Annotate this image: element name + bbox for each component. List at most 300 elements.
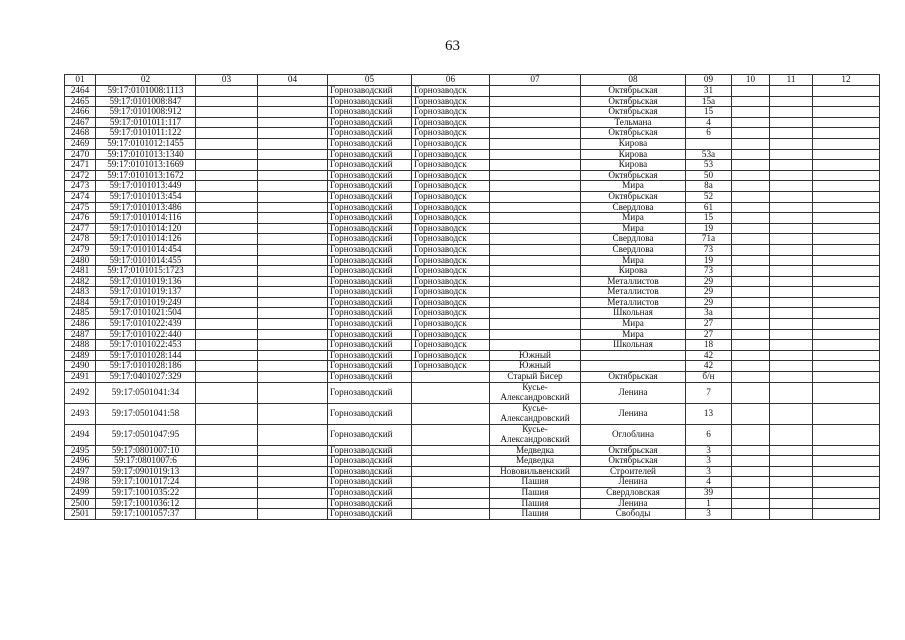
cell-house: 42 — [686, 361, 732, 372]
cell-number: 2486 — [65, 319, 96, 330]
cell-10 — [732, 128, 770, 139]
table-row — [65, 107, 880, 118]
cell-cadastral: 59:17:0101013:449 — [96, 181, 196, 192]
cell-number: 2472 — [65, 170, 96, 181]
cell-04 — [258, 350, 328, 361]
cell-10 — [732, 382, 770, 403]
cell-cadastral: 59:17:0101028:186 — [96, 361, 196, 372]
cell-city: Горнозаводск — [412, 202, 490, 213]
cell-street: Оглоблина — [581, 424, 686, 445]
cell-cadastral: 59:17:0101011:122 — [96, 128, 196, 139]
cell-district: Горнозаводский — [328, 213, 412, 224]
cell-11 — [770, 477, 813, 488]
cell-settlement — [490, 107, 581, 118]
cell-settlement — [490, 191, 581, 202]
cell-12 — [813, 297, 880, 308]
cell-house: 42 — [686, 350, 732, 361]
cell-12 — [813, 244, 880, 255]
cell-district: Горнозаводский — [328, 244, 412, 255]
registry-table — [64, 74, 880, 520]
cell-04 — [258, 255, 328, 266]
cell-house: 19 — [686, 255, 732, 266]
cell-house: 1 — [686, 498, 732, 509]
cell-settlement: Кусье-Александровский — [490, 424, 581, 445]
cell-number: 2490 — [65, 361, 96, 372]
cell-12 — [813, 213, 880, 224]
cell-district: Горнозаводский — [328, 96, 412, 107]
cell-house: 3 — [686, 466, 732, 477]
cell-04 — [258, 117, 328, 128]
cell-street: Тельмана — [581, 117, 686, 128]
cell-10 — [732, 181, 770, 192]
cell-03 — [196, 509, 258, 520]
cell-03 — [196, 372, 258, 383]
cell-12 — [813, 477, 880, 488]
cell-04 — [258, 128, 328, 139]
cell-04 — [258, 213, 328, 224]
table-row — [65, 117, 880, 128]
cell-12 — [813, 276, 880, 287]
cell-district: Горнозаводский — [328, 223, 412, 234]
cell-street — [581, 350, 686, 361]
column-header: 11 — [770, 75, 813, 86]
cell-12 — [813, 498, 880, 509]
cell-city: Горнозаводск — [412, 276, 490, 287]
cell-10 — [732, 213, 770, 224]
cell-04 — [258, 86, 328, 97]
cell-10 — [732, 445, 770, 456]
cell-city — [412, 403, 490, 424]
cell-street: Ленина — [581, 403, 686, 424]
cell-cadastral: 59:17:0101011:117 — [96, 117, 196, 128]
cell-12 — [813, 350, 880, 361]
column-header: 03 — [196, 75, 258, 86]
cell-street: Октябрьская — [581, 456, 686, 467]
cell-11 — [770, 372, 813, 383]
cell-street: Школьная — [581, 340, 686, 351]
table-row — [65, 329, 880, 340]
cell-12 — [813, 372, 880, 383]
cell-settlement: Пашия — [490, 509, 581, 520]
cell-11 — [770, 403, 813, 424]
cell-cadastral: 59:17:0101008:1113 — [96, 86, 196, 97]
cell-12 — [813, 160, 880, 171]
cell-number: 2483 — [65, 287, 96, 298]
cell-number: 2477 — [65, 223, 96, 234]
cell-cadastral: 59:17:0501041:58 — [96, 403, 196, 424]
cell-settlement: Нововильвенский — [490, 466, 581, 477]
column-header: 07 — [490, 75, 581, 86]
cell-cadastral: 59:17:1001036:12 — [96, 498, 196, 509]
cell-city — [412, 498, 490, 509]
cell-03 — [196, 107, 258, 118]
cell-settlement: Пашия — [490, 498, 581, 509]
cell-11 — [770, 297, 813, 308]
cell-11 — [770, 255, 813, 266]
cell-cadastral: 59:17:0101013:486 — [96, 202, 196, 213]
cell-cadastral: 59:17:0101013:1340 — [96, 149, 196, 160]
cell-12 — [813, 403, 880, 424]
cell-city: Горнозаводск — [412, 117, 490, 128]
cell-district: Горнозаводский — [328, 488, 412, 499]
cell-03 — [196, 128, 258, 139]
cell-cadastral: 59:17:0101008:847 — [96, 96, 196, 107]
cell-cadastral: 59:17:0401027:329 — [96, 372, 196, 383]
cell-04 — [258, 297, 328, 308]
cell-03 — [196, 308, 258, 319]
cell-district: Горнозаводский — [328, 138, 412, 149]
cell-11 — [770, 488, 813, 499]
cell-house: 8а — [686, 181, 732, 192]
cell-city — [412, 509, 490, 520]
cell-district: Горнозаводский — [328, 117, 412, 128]
cell-settlement: Южный — [490, 361, 581, 372]
cell-city — [412, 424, 490, 445]
cell-04 — [258, 149, 328, 160]
cell-street — [581, 361, 686, 372]
cell-cadastral: 59:17:0101019:136 — [96, 276, 196, 287]
cell-03 — [196, 86, 258, 97]
cell-03 — [196, 319, 258, 330]
cell-04 — [258, 170, 328, 181]
cell-11 — [770, 276, 813, 287]
cell-number: 2487 — [65, 329, 96, 340]
cell-house: 27 — [686, 319, 732, 330]
cell-number: 2496 — [65, 456, 96, 467]
cell-settlement — [490, 138, 581, 149]
cell-number: 2484 — [65, 297, 96, 308]
cell-street: Мира — [581, 319, 686, 330]
cell-district: Горнозаводский — [328, 445, 412, 456]
cell-street: Свердлова — [581, 234, 686, 245]
cell-12 — [813, 202, 880, 213]
cell-11 — [770, 466, 813, 477]
cell-04 — [258, 319, 328, 330]
cell-cadastral: 59:17:0101013:1672 — [96, 170, 196, 181]
cell-district: Горнозаводский — [328, 191, 412, 202]
cell-03 — [196, 244, 258, 255]
cell-city: Горнозаводск — [412, 107, 490, 118]
cell-district: Горнозаводский — [328, 509, 412, 520]
cell-district: Горнозаводский — [328, 181, 412, 192]
cell-street: Мира — [581, 223, 686, 234]
cell-10 — [732, 266, 770, 277]
cell-10 — [732, 403, 770, 424]
cell-03 — [196, 223, 258, 234]
cell-cadastral: 59:17:0101022:453 — [96, 340, 196, 351]
cell-03 — [196, 170, 258, 181]
table-row — [65, 488, 880, 499]
cell-cadastral: 59:17:0101013:454 — [96, 191, 196, 202]
cell-12 — [813, 361, 880, 372]
cell-settlement — [490, 244, 581, 255]
cell-district: Горнозаводский — [328, 403, 412, 424]
cell-cadastral: 59:17:0101008:912 — [96, 107, 196, 118]
cell-11 — [770, 128, 813, 139]
cell-settlement: Кусье-Александровский — [490, 382, 581, 403]
cell-city: Горнозаводск — [412, 128, 490, 139]
cell-number: 2469 — [65, 138, 96, 149]
cell-house: 3а — [686, 308, 732, 319]
cell-11 — [770, 223, 813, 234]
cell-03 — [196, 96, 258, 107]
cell-cadastral: 59:17:0101015:1723 — [96, 266, 196, 277]
cell-12 — [813, 266, 880, 277]
table-row — [65, 255, 880, 266]
column-header: 02 — [96, 75, 196, 86]
cell-house: 73 — [686, 266, 732, 277]
cell-number: 2494 — [65, 424, 96, 445]
cell-city — [412, 372, 490, 383]
cell-district: Горнозаводский — [328, 477, 412, 488]
cell-street: Октябрьская — [581, 191, 686, 202]
table-row — [65, 308, 880, 319]
cell-number: 2476 — [65, 213, 96, 224]
cell-city: Горнозаводск — [412, 350, 490, 361]
cell-number: 2497 — [65, 466, 96, 477]
cell-house: 15а — [686, 96, 732, 107]
cell-district: Горнозаводский — [328, 382, 412, 403]
cell-district: Горнозаводский — [328, 498, 412, 509]
cell-city: Горнозаводск — [412, 340, 490, 351]
cell-03 — [196, 445, 258, 456]
table-row — [65, 266, 880, 277]
cell-cadastral: 59:17:0101014:126 — [96, 234, 196, 245]
cell-city: Горнозаводск — [412, 96, 490, 107]
cell-03 — [196, 276, 258, 287]
cell-settlement — [490, 308, 581, 319]
cell-number: 2499 — [65, 488, 96, 499]
cell-number: 2488 — [65, 340, 96, 351]
cell-house: 61 — [686, 202, 732, 213]
cell-house: 73 — [686, 244, 732, 255]
cell-11 — [770, 287, 813, 298]
cell-district: Горнозаводский — [328, 234, 412, 245]
cell-district: Горнозаводский — [328, 202, 412, 213]
cell-10 — [732, 329, 770, 340]
table-row — [65, 223, 880, 234]
cell-number: 2475 — [65, 202, 96, 213]
cell-03 — [196, 266, 258, 277]
cell-settlement — [490, 213, 581, 224]
cell-number: 2468 — [65, 128, 96, 139]
cell-district: Горнозаводский — [328, 128, 412, 139]
table-row — [65, 287, 880, 298]
cell-street: Свердловская — [581, 488, 686, 499]
cell-number: 2501 — [65, 509, 96, 520]
cell-house: 27 — [686, 329, 732, 340]
cell-12 — [813, 509, 880, 520]
cell-11 — [770, 234, 813, 245]
cell-settlement — [490, 170, 581, 181]
cell-district: Горнозаводский — [328, 308, 412, 319]
cell-04 — [258, 287, 328, 298]
cell-city: Горнозаводск — [412, 308, 490, 319]
table-row — [65, 202, 880, 213]
cell-settlement: Кусье-Александровский — [490, 403, 581, 424]
cell-street: Мира — [581, 255, 686, 266]
cell-settlement: Медведка — [490, 445, 581, 456]
table-row — [65, 128, 880, 139]
cell-04 — [258, 191, 328, 202]
cell-cadastral: 59:17:0101014:116 — [96, 213, 196, 224]
cell-10 — [732, 456, 770, 467]
cell-03 — [196, 117, 258, 128]
cell-city: Горнозаводск — [412, 170, 490, 181]
cell-04 — [258, 466, 328, 477]
cell-district: Горнозаводский — [328, 466, 412, 477]
cell-03 — [196, 498, 258, 509]
cell-12 — [813, 319, 880, 330]
cell-house: 52 — [686, 191, 732, 202]
cell-10 — [732, 372, 770, 383]
cell-cadastral: 59:17:0101013:1669 — [96, 160, 196, 171]
cell-10 — [732, 107, 770, 118]
table-row — [65, 466, 880, 477]
cell-city: Горнозаводск — [412, 149, 490, 160]
cell-10 — [732, 138, 770, 149]
cell-04 — [258, 456, 328, 467]
cell-city: Горнозаводск — [412, 329, 490, 340]
cell-10 — [732, 287, 770, 298]
cell-settlement — [490, 297, 581, 308]
cell-cadastral: 59:17:0801007:6 — [96, 456, 196, 467]
cell-city: Горнозаводск — [412, 138, 490, 149]
cell-11 — [770, 213, 813, 224]
cell-house — [686, 138, 732, 149]
cell-04 — [258, 509, 328, 520]
cell-04 — [258, 445, 328, 456]
cell-district: Горнозаводский — [328, 340, 412, 351]
cell-11 — [770, 202, 813, 213]
column-header: 06 — [412, 75, 490, 86]
column-header: 05 — [328, 75, 412, 86]
cell-street: Ленина — [581, 477, 686, 488]
cell-10 — [732, 244, 770, 255]
cell-street: Кирова — [581, 149, 686, 160]
cell-settlement — [490, 319, 581, 330]
cell-cadastral: 59:17:0801007:10 — [96, 445, 196, 456]
column-header: 01 — [65, 75, 96, 86]
cell-03 — [196, 466, 258, 477]
cell-03 — [196, 234, 258, 245]
cell-10 — [732, 234, 770, 245]
table-row — [65, 424, 880, 445]
column-header: 08 — [581, 75, 686, 86]
cell-03 — [196, 382, 258, 403]
cell-house: 39 — [686, 488, 732, 499]
cell-settlement — [490, 128, 581, 139]
cell-10 — [732, 96, 770, 107]
cell-11 — [770, 266, 813, 277]
cell-street: Школьная — [581, 308, 686, 319]
cell-number: 2491 — [65, 372, 96, 383]
cell-house: 19 — [686, 223, 732, 234]
cell-district: Горнозаводский — [328, 372, 412, 383]
cell-11 — [770, 308, 813, 319]
cell-11 — [770, 149, 813, 160]
cell-10 — [732, 466, 770, 477]
table-row — [65, 213, 880, 224]
cell-11 — [770, 181, 813, 192]
cell-cadastral: 59:17:0101022:440 — [96, 329, 196, 340]
cell-12 — [813, 96, 880, 107]
cell-03 — [196, 181, 258, 192]
cell-12 — [813, 191, 880, 202]
cell-04 — [258, 329, 328, 340]
cell-12 — [813, 308, 880, 319]
cell-city: Горнозаводск — [412, 297, 490, 308]
cell-cadastral: 59:17:0101019:249 — [96, 297, 196, 308]
cell-12 — [813, 170, 880, 181]
cell-12 — [813, 149, 880, 160]
cell-city: Горнозаводск — [412, 319, 490, 330]
cell-11 — [770, 509, 813, 520]
cell-10 — [732, 276, 770, 287]
cell-number: 2500 — [65, 498, 96, 509]
cell-house: 4 — [686, 117, 732, 128]
cell-district: Горнозаводский — [328, 350, 412, 361]
cell-settlement: Старый Бисер — [490, 372, 581, 383]
cell-settlement: Южный — [490, 350, 581, 361]
cell-10 — [732, 350, 770, 361]
cell-settlement — [490, 329, 581, 340]
cell-city: Горнозаводск — [412, 361, 490, 372]
cell-04 — [258, 160, 328, 171]
header-row — [65, 75, 880, 86]
cell-04 — [258, 202, 328, 213]
cell-03 — [196, 403, 258, 424]
cell-03 — [196, 160, 258, 171]
cell-11 — [770, 107, 813, 118]
cell-city — [412, 382, 490, 403]
cell-10 — [732, 297, 770, 308]
cell-10 — [732, 488, 770, 499]
table-row — [65, 234, 880, 245]
table-row — [65, 138, 880, 149]
cell-number: 2479 — [65, 244, 96, 255]
table-row — [65, 372, 880, 383]
cell-12 — [813, 234, 880, 245]
cell-district: Горнозаводский — [328, 329, 412, 340]
cell-number: 2467 — [65, 117, 96, 128]
cell-district: Горнозаводский — [328, 456, 412, 467]
cell-settlement — [490, 202, 581, 213]
cell-street: Октябрьская — [581, 86, 686, 97]
cell-number: 2474 — [65, 191, 96, 202]
cell-cadastral: 59:17:0501041:34 — [96, 382, 196, 403]
table-row — [65, 382, 880, 403]
cell-district: Горнозаводский — [328, 424, 412, 445]
cell-district: Горнозаводский — [328, 107, 412, 118]
cell-cadastral: 59:17:0901019:13 — [96, 466, 196, 477]
cell-street: Мира — [581, 213, 686, 224]
page-number: 63 — [445, 38, 460, 54]
cell-12 — [813, 223, 880, 234]
cell-12 — [813, 424, 880, 445]
cell-03 — [196, 202, 258, 213]
cell-number: 2481 — [65, 266, 96, 277]
cell-11 — [770, 160, 813, 171]
cell-settlement — [490, 149, 581, 160]
cell-settlement — [490, 234, 581, 245]
cell-03 — [196, 477, 258, 488]
cell-10 — [732, 223, 770, 234]
cell-district: Горнозаводский — [328, 266, 412, 277]
cell-11 — [770, 350, 813, 361]
cell-number: 2492 — [65, 382, 96, 403]
cell-number: 2478 — [65, 234, 96, 245]
